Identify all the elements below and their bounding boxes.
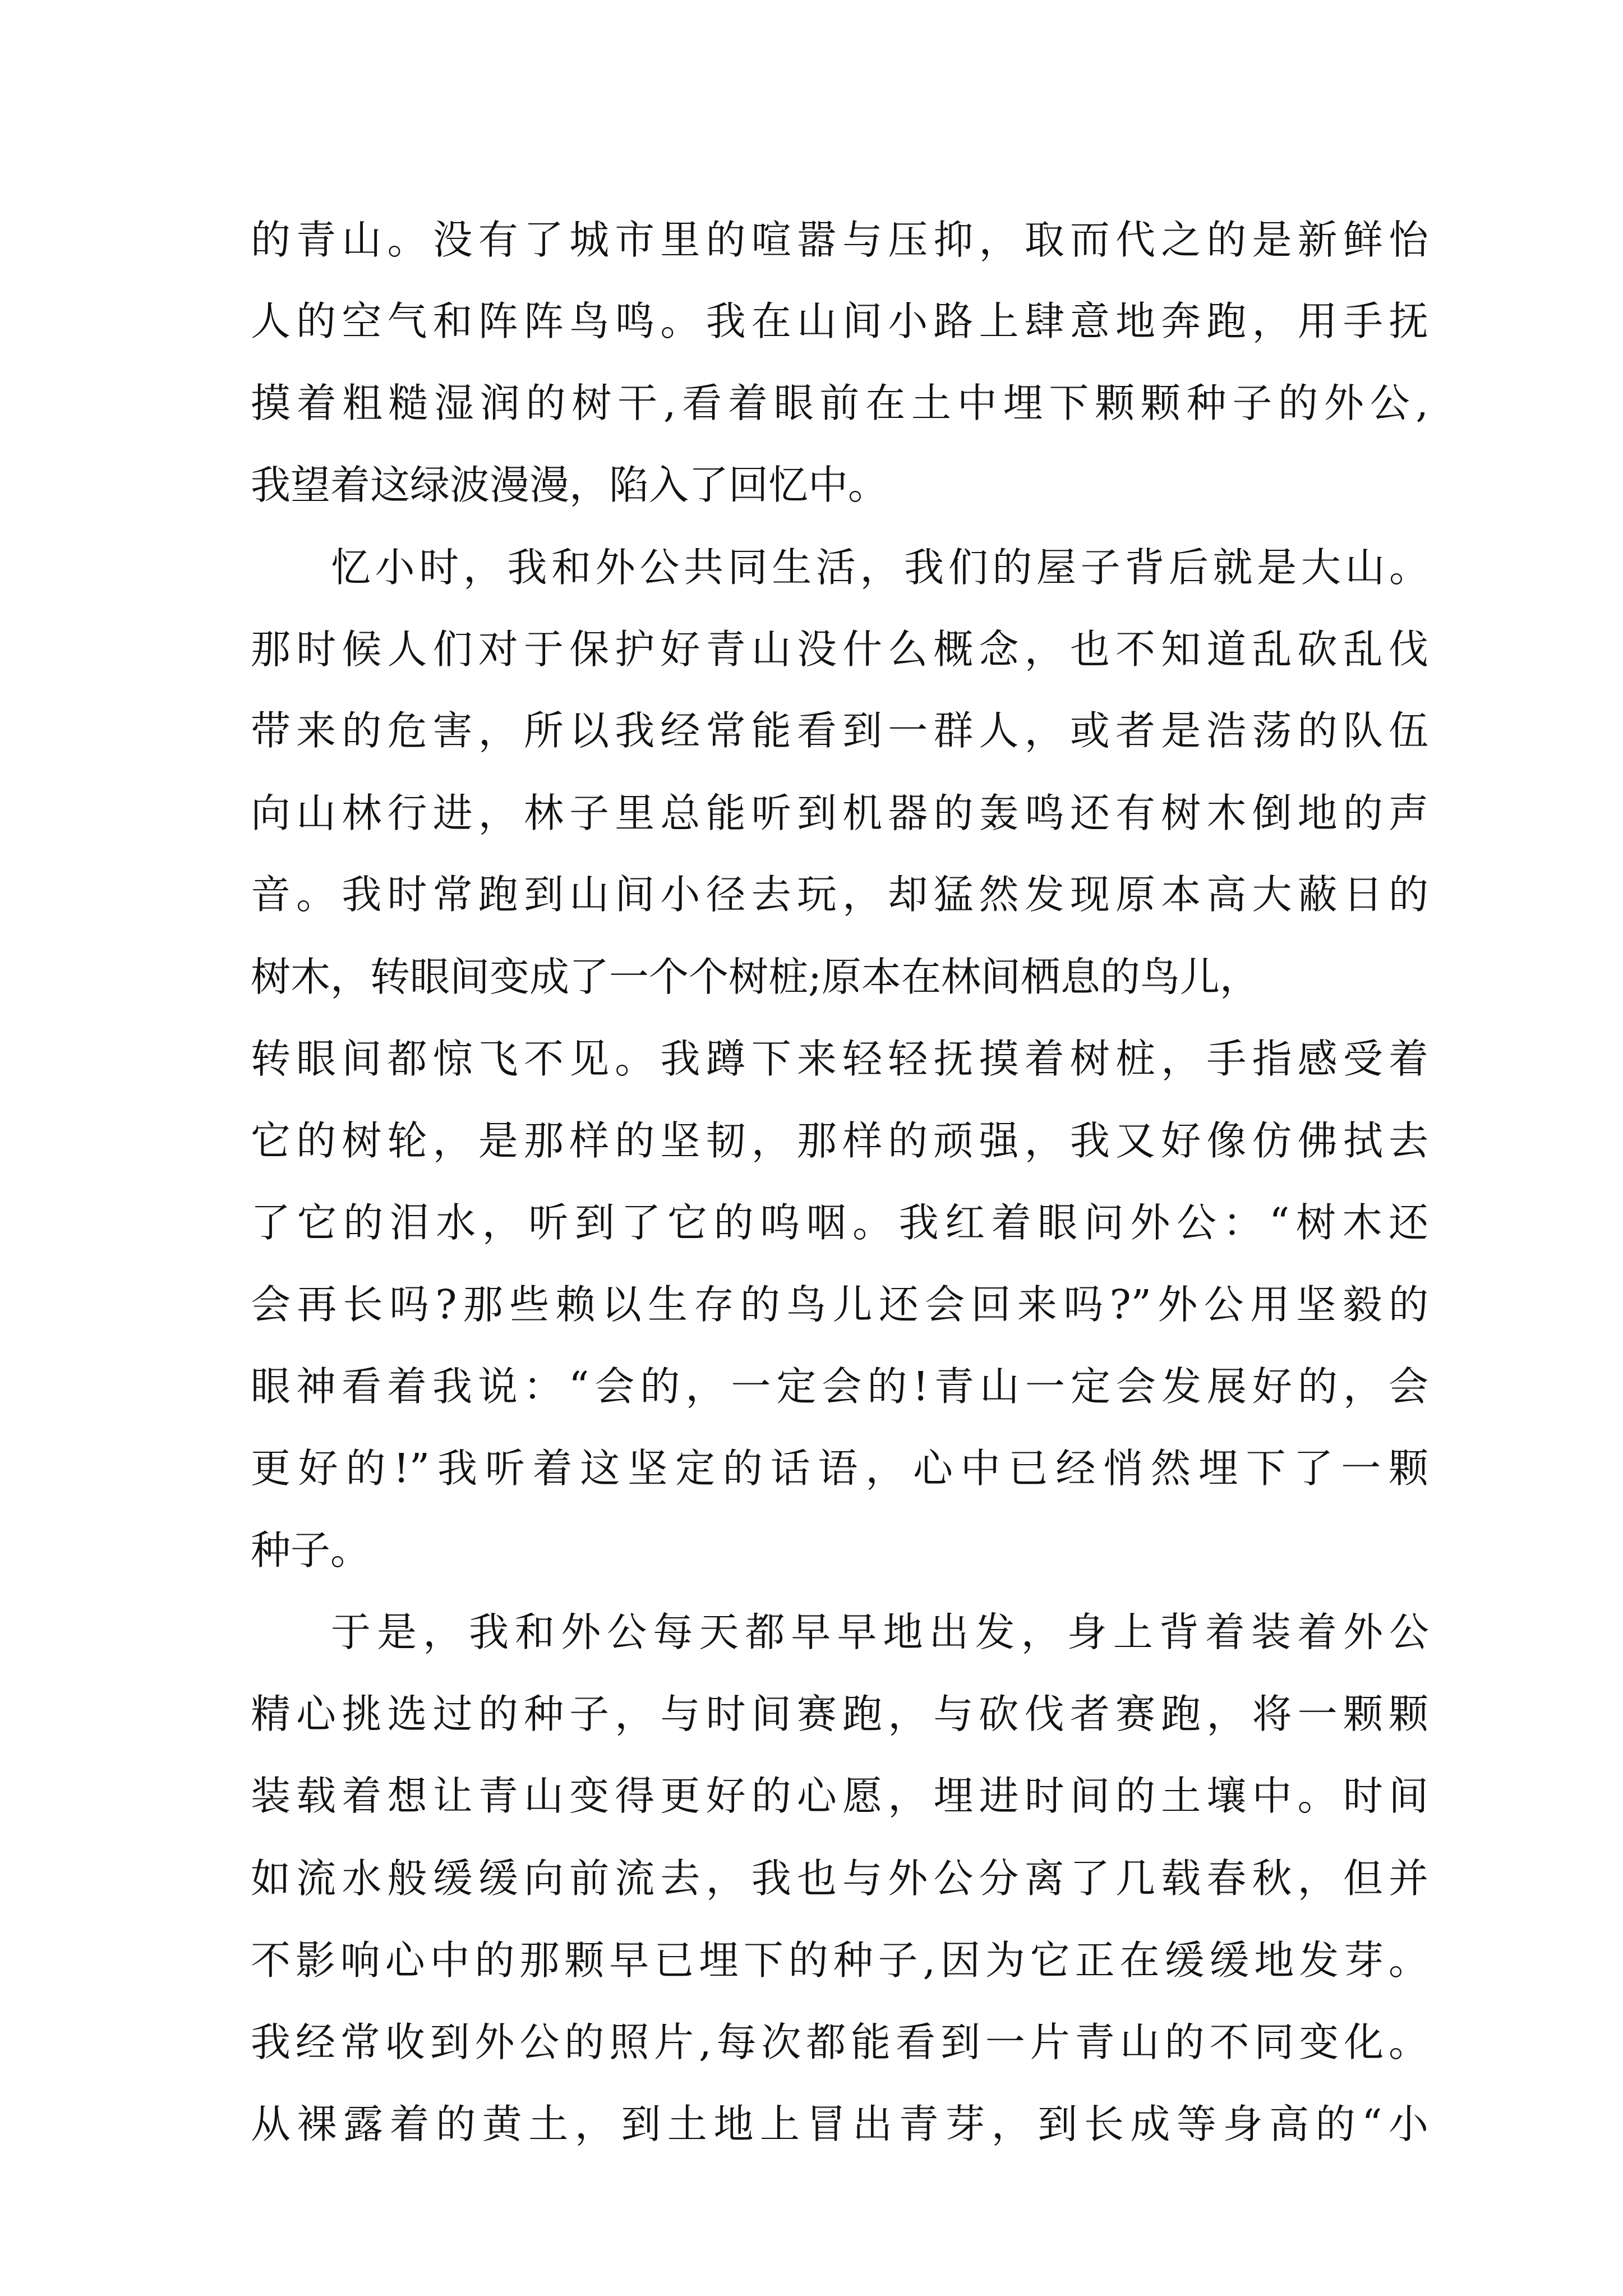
text-line: 会再长吗?那些赖以生存的鸟儿还会回来吗?”外公用坚毅的 xyxy=(251,1281,1428,1328)
text-line: 它的树轮，是那样的坚韧，那样的顽强，我又好像仿佛拭去 xyxy=(251,1117,1428,1164)
text-line: 摸着粗糙湿润的树干,看着眼前在土中埋下颗颗种子的外公, xyxy=(251,380,1428,426)
text-line: 了它的泪水，听到了它的呜咽。我红着眼问外公：“树木还 xyxy=(251,1199,1428,1246)
text-line: 我望着这绿波漫漫，陷入了回忆中。 xyxy=(251,462,888,508)
text-line: 我经常收到外公的照片,每次都能看到一片青山的不同变化。 xyxy=(251,2019,1428,2065)
text-line: 如流水般缓缓向前流去，我也与外公分离了几载春秋，但并 xyxy=(251,1855,1428,1902)
text-line: 更好的!”我听着这坚定的话语，心中已经悄然埋下了一颗 xyxy=(251,1445,1428,1492)
text-line: 装载着想让青山变得更好的心愿，埋进时间的土壤中。时间 xyxy=(251,1773,1428,1819)
paragraph-first-line: 于是，我和外公每天都早早地出发，身上背着装着外公 xyxy=(331,1609,1429,1655)
text-line: 人的空气和阵阵鸟鸣。我在山间小路上肆意地奔跑，用手抚 xyxy=(251,298,1428,344)
text-line: 种子。 xyxy=(251,1527,371,1573)
text-line: 树木，转眼间变成了一个个树桩;原本在林间栖息的鸟儿， xyxy=(251,954,1260,1000)
text-line: 的青山。没有了城市里的喧嚣与压抑，取而代之的是新鲜怡 xyxy=(251,217,1428,263)
text-line: 带来的危害，所以我经常能看到一群人，或者是浩荡的队伍 xyxy=(251,707,1428,754)
text-line: 那时候人们对于保护好青山没什么概念，也不知道乱砍乱伐 xyxy=(251,626,1428,673)
paragraph-first-line: 忆小时，我和外公共同生活，我们的屋子背后就是大山。 xyxy=(331,544,1429,591)
text-line: 音。我时常跑到山间小径去玩，却猛然发现原本高大蔽日的 xyxy=(251,871,1428,918)
text-line: 不影响心中的那颗早已埋下的种子,因为它正在缓缓地发芽。 xyxy=(251,1937,1428,1984)
text-line: 精心挑选过的种子，与时间赛跑，与砍伐者赛跑，将一颗颗 xyxy=(251,1691,1428,1737)
text-line: 向山林行进，林子里总能听到机器的轰鸣还有树木倒地的声 xyxy=(251,790,1428,836)
text-line: 眼神看着我说：“会的，一定会的!青山一定会发展好的，会 xyxy=(251,1363,1428,1410)
text-line: 转眼间都惊飞不见。我蹲下来轻轻抚摸着树桩，手指感受着 xyxy=(251,1036,1428,1082)
text-line: 从裸露着的黄土，到土地上冒出青芽，到长成等身高的“小 xyxy=(251,2101,1428,2147)
